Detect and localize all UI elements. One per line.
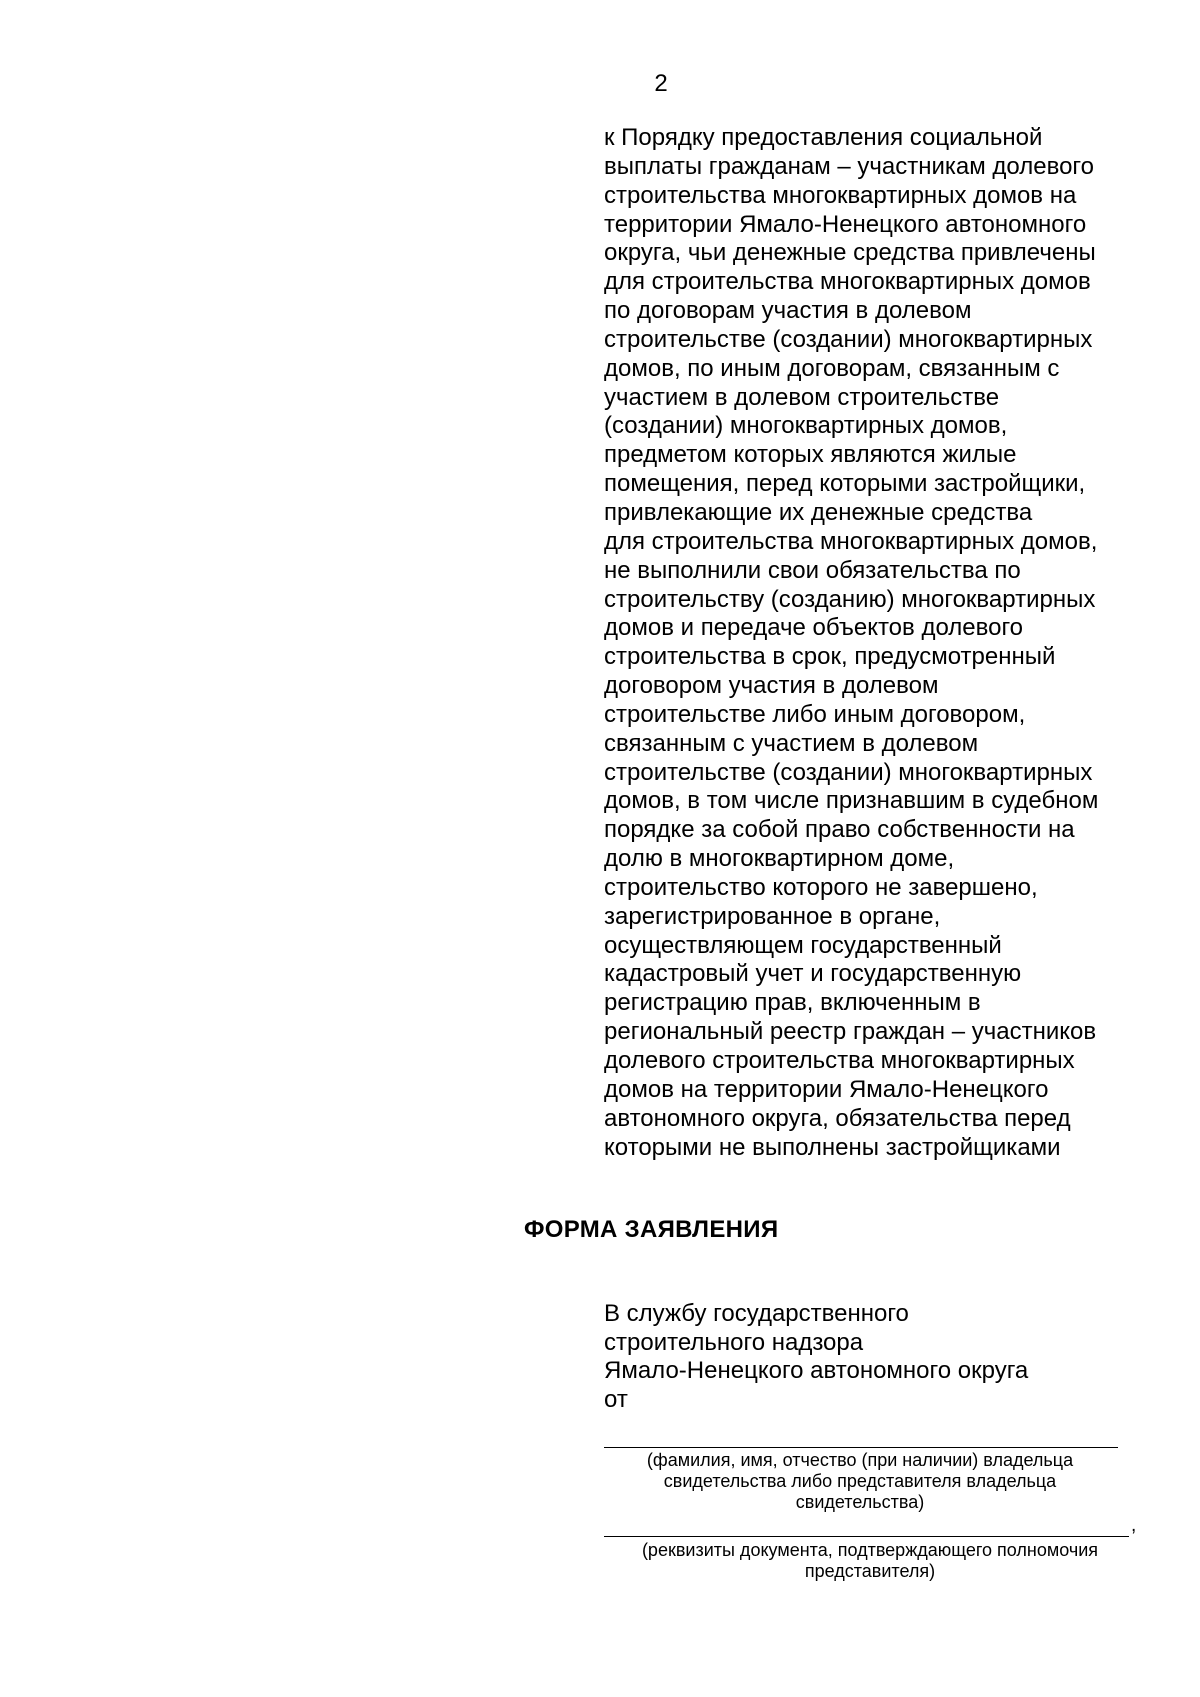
annex-line: территории Ямало-Ненецкого автономного [604, 210, 1087, 238]
addressee-line: В службу государственного [604, 1300, 909, 1327]
annex-line: порядке за собой право собственности на [604, 816, 1075, 844]
annex-line: домов и передаче объектов долевого [604, 614, 1024, 642]
addressee-line: от [604, 1385, 628, 1413]
hint-line: свидетельства либо представителя владельца [663, 1471, 1057, 1491]
blank-line-comma: , [1131, 1515, 1137, 1536]
annex-line: которыми не выполнены застройщиками [604, 1133, 1061, 1161]
applicant-name-hint [600, 1450, 1120, 1513]
addressee-line: строительного надзора [604, 1328, 864, 1356]
applicant-name-blank-line [604, 1447, 1118, 1448]
annex-line: строительство которого не завершено, [604, 873, 1038, 901]
hint-line: (фамилия, имя, отчество (при наличии) владельца [646, 1450, 1074, 1470]
representative-document-blank-line [604, 1536, 1129, 1537]
annex-line: долевого строительства многоквартирных [604, 1047, 1075, 1074]
annex-line: помещения, перед которыми застройщики, [604, 470, 1086, 498]
annex-line: зарегистрированное в органе, [604, 902, 941, 930]
annex-line: договором участия в долевом [604, 672, 939, 700]
annex-line: строительстве (создании) многоквартирных [604, 325, 1093, 353]
annex-line: предметом которых являются жилые [604, 441, 1017, 469]
hint-line: свидетельства) [795, 1492, 925, 1512]
hint-line: (реквизиты документа, подтверждающего полномочия [641, 1540, 1099, 1560]
hint-line: представителя) [804, 1561, 936, 1581]
annex-line: к Порядку предоставления социальной [604, 124, 1043, 151]
annex-line: строительству (созданию) многоквартирных [604, 585, 1096, 613]
annex-line: (создании) многоквартирных домов, [604, 412, 1008, 440]
annex-line: для строительства многоквартирных домов, [604, 527, 1098, 555]
annex-line: региональный реестр граждан – участников [604, 1018, 1097, 1046]
annex-line: строительства многоквартирных домов на [604, 181, 1077, 209]
annex-line: автономного округа, обязательства перед [604, 1104, 1071, 1132]
annex-line: домов на территории Ямало-Ненецкого [604, 1075, 1049, 1103]
annex-line: строительстве либо иным договором, [604, 700, 1026, 728]
annex-line: кадастровый учет и государственную [604, 960, 1022, 988]
annex-reference-text [604, 124, 1164, 1162]
annex-line: выплаты гражданам – участникам долевого [604, 152, 1094, 180]
addressee-block [604, 1300, 1124, 1414]
annex-line: регистрацию прав, включенным в [604, 989, 981, 1017]
annex-line: долю в многоквартирном доме, [604, 845, 955, 873]
annex-line: привлекающие их денежные средства [604, 498, 1033, 526]
form-title: ФОРМА ЗАЯВЛЕНИЯ [524, 1216, 779, 1243]
annex-line: участием в долевом строительстве [604, 383, 1000, 411]
annex-line: округа, чьи денежные средства привлечены [604, 239, 1096, 267]
page-number: 2 [654, 70, 668, 97]
annex-line: домов, в том числе признавшим в судебном [604, 787, 1099, 815]
annex-line: домов, по иным договорам, связанным с [604, 354, 1060, 382]
annex-line: строительства в срок, предусмотренный [604, 643, 1056, 671]
representative-document-hint [600, 1540, 1140, 1582]
annex-line: не выполнили свои обязательства по [604, 556, 1021, 584]
annex-line: для строительства многоквартирных домов [604, 268, 1091, 296]
addressee-line: Ямало-Ненецкого автономного округа [604, 1357, 1029, 1384]
annex-line: по договорам участия в долевом [604, 297, 972, 325]
annex-line: осуществляющем государственный [604, 931, 1002, 959]
annex-line: строительстве (создании) многоквартирных [604, 758, 1093, 786]
annex-line: связанным с участием в долевом [604, 729, 979, 757]
